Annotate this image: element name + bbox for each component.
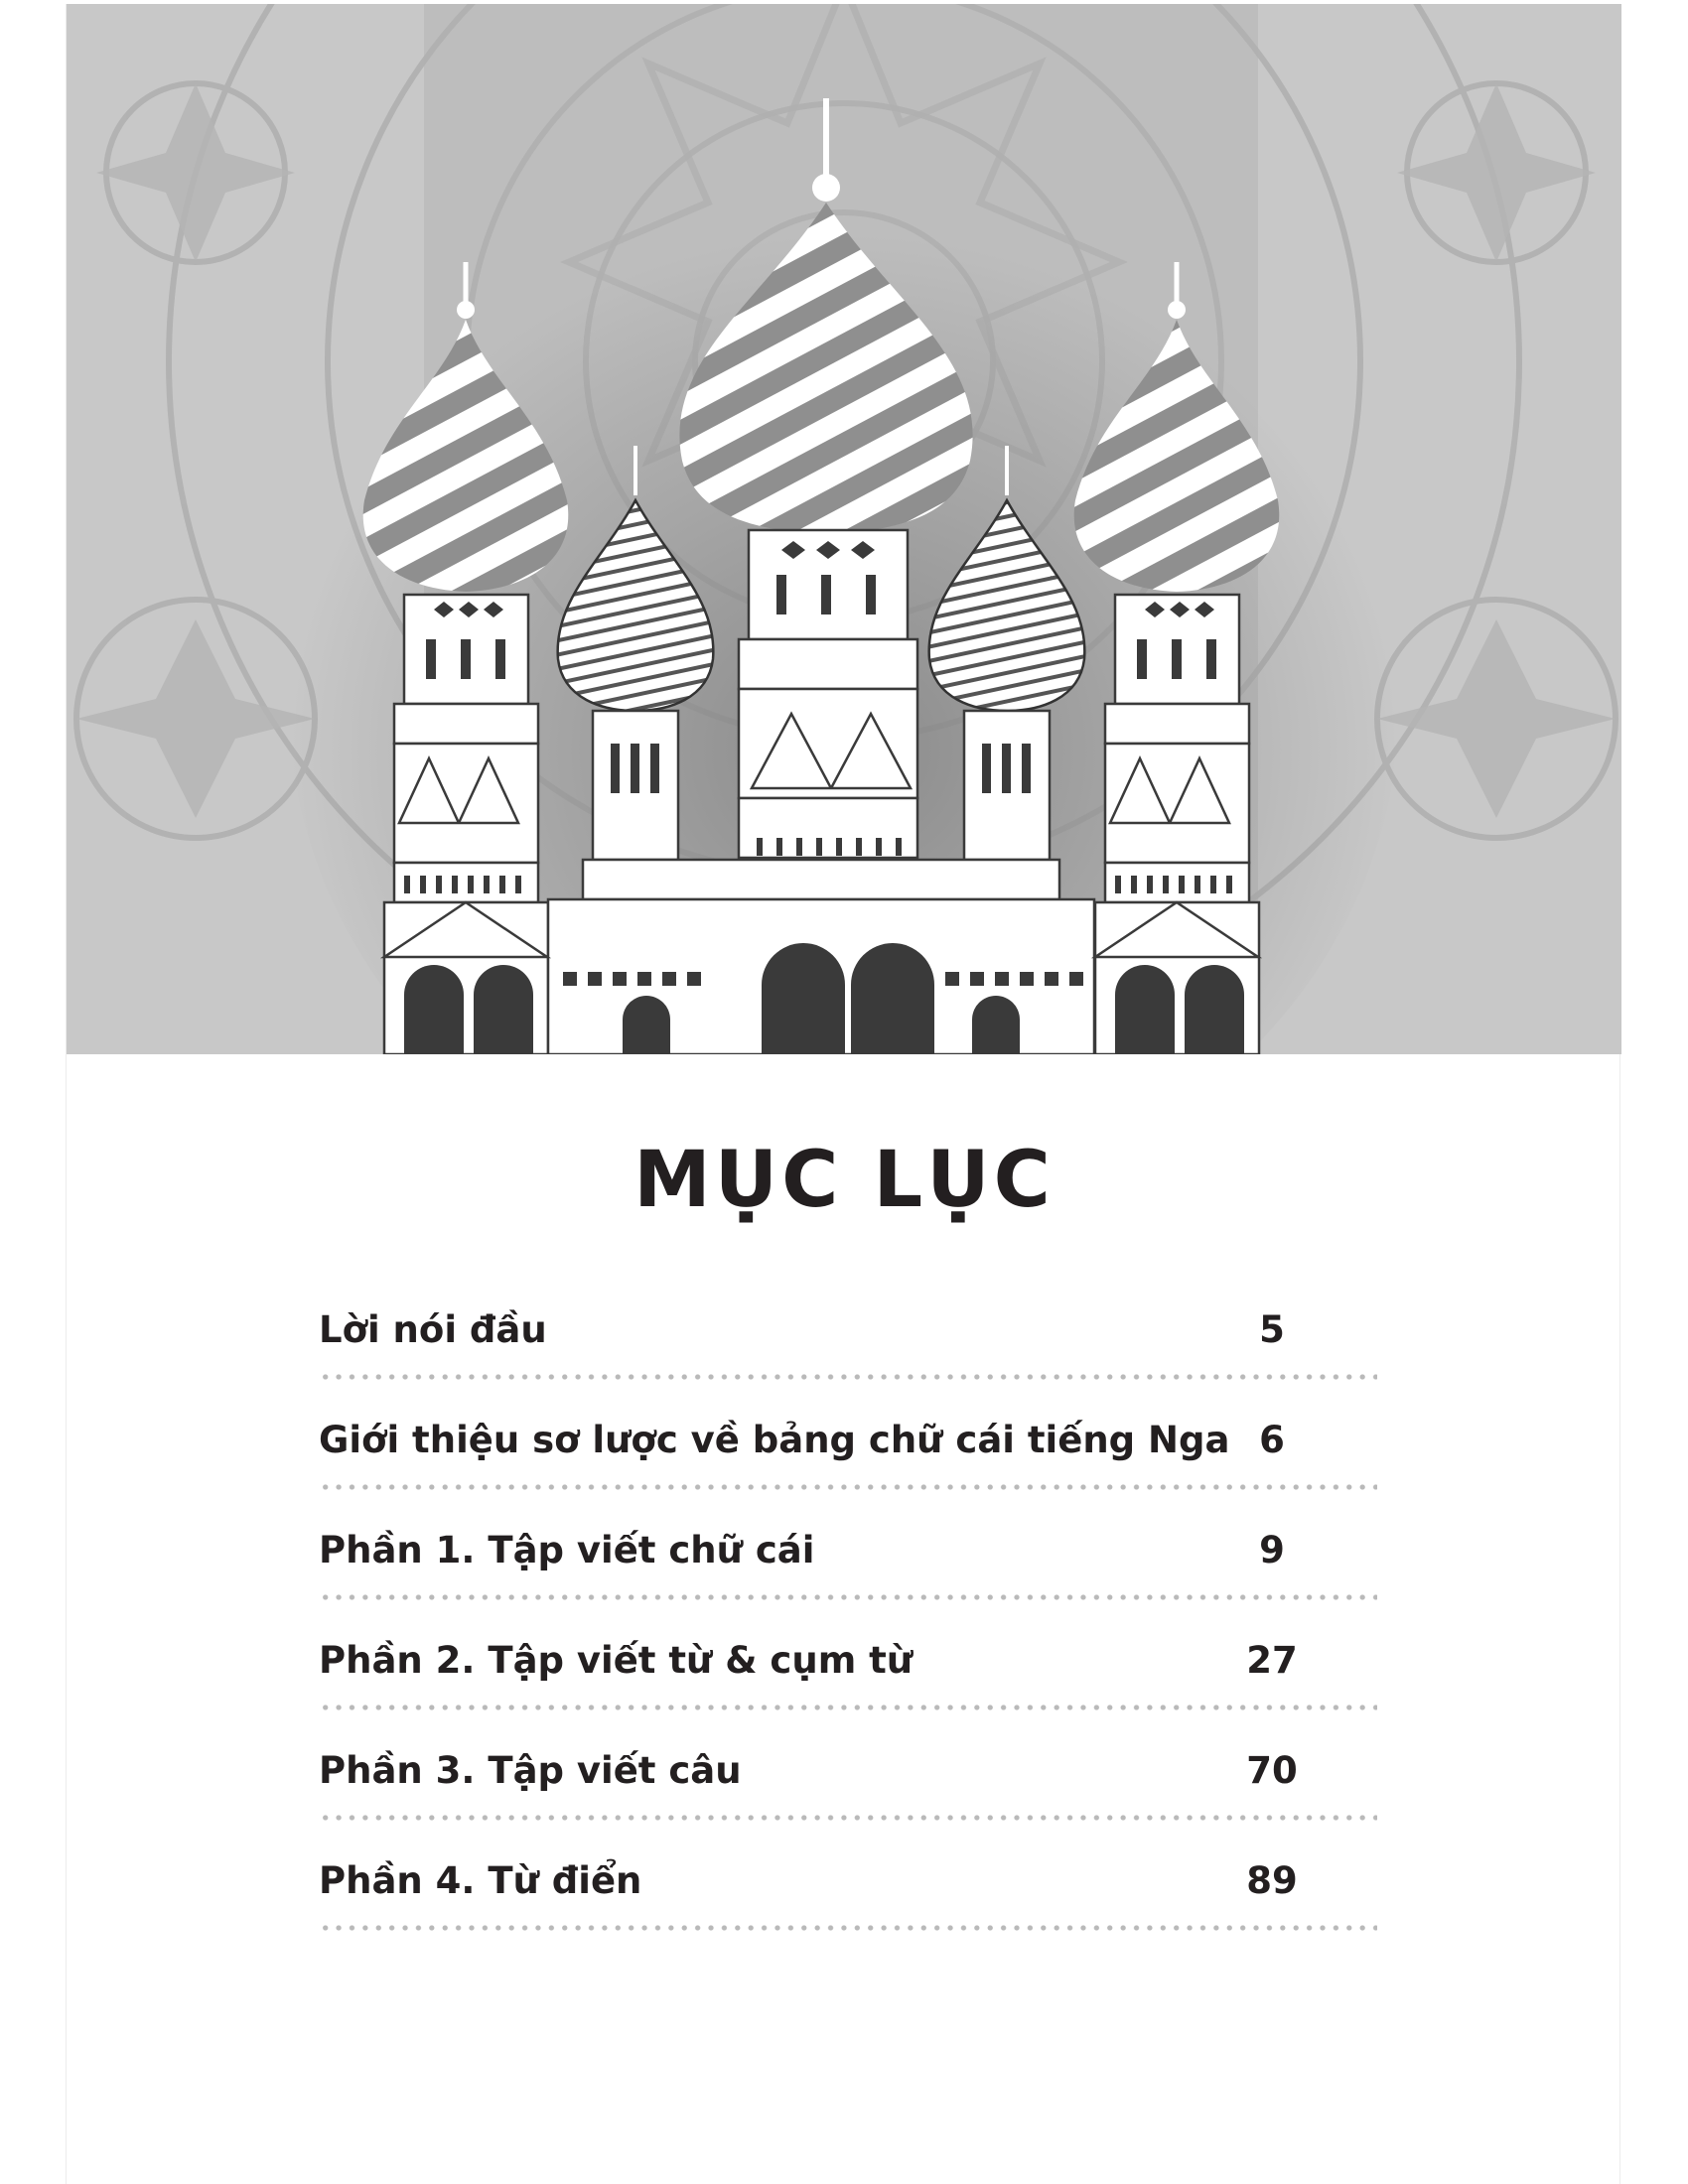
toc-entry-title: Phần 1. Tập viết chữ cái	[319, 1529, 815, 1571]
toc-entry-title: Giới thiệu sơ lược về bảng chữ cái tiếng Nga	[319, 1419, 1230, 1461]
dotted-leader	[319, 1815, 1377, 1821]
toc-entry-title: Lời nói đầu	[319, 1308, 547, 1351]
toc-entry-page: 6	[1259, 1419, 1285, 1461]
toc-entry[interactable]	[319, 1625, 1377, 1735]
toc-entry-page: 70	[1246, 1749, 1298, 1792]
header-banner	[67, 4, 1621, 1054]
toc-entry-page: 27	[1246, 1639, 1298, 1682]
table-of-contents	[319, 1295, 1377, 1956]
toc-entry-page: 5	[1259, 1308, 1285, 1351]
toc-entry-title: Phần 3. Tập viết câu	[319, 1749, 742, 1792]
toc-entry-page: 9	[1259, 1529, 1285, 1571]
dotted-leader	[319, 1925, 1377, 1931]
page	[66, 4, 1620, 2184]
toc-entry-title: Phần 2. Tập viết từ & cụm từ	[319, 1639, 914, 1682]
toc-entry[interactable]	[319, 1405, 1377, 1515]
dotted-leader	[319, 1705, 1377, 1710]
page-title: MỤC LỤC	[633, 1136, 1055, 1225]
toc-entry-title: Phần 4. Từ điển	[319, 1859, 642, 1902]
toc-entry-page: 89	[1246, 1859, 1298, 1902]
toc-entry[interactable]	[319, 1515, 1377, 1625]
toc-entry[interactable]	[319, 1845, 1377, 1956]
dotted-leader	[319, 1594, 1377, 1600]
toc-entry[interactable]	[319, 1735, 1377, 1845]
dotted-leader	[319, 1484, 1377, 1490]
dotted-leader	[319, 1374, 1377, 1380]
toc-entry[interactable]	[319, 1295, 1377, 1405]
cathedral-illustration	[67, 4, 1621, 1054]
